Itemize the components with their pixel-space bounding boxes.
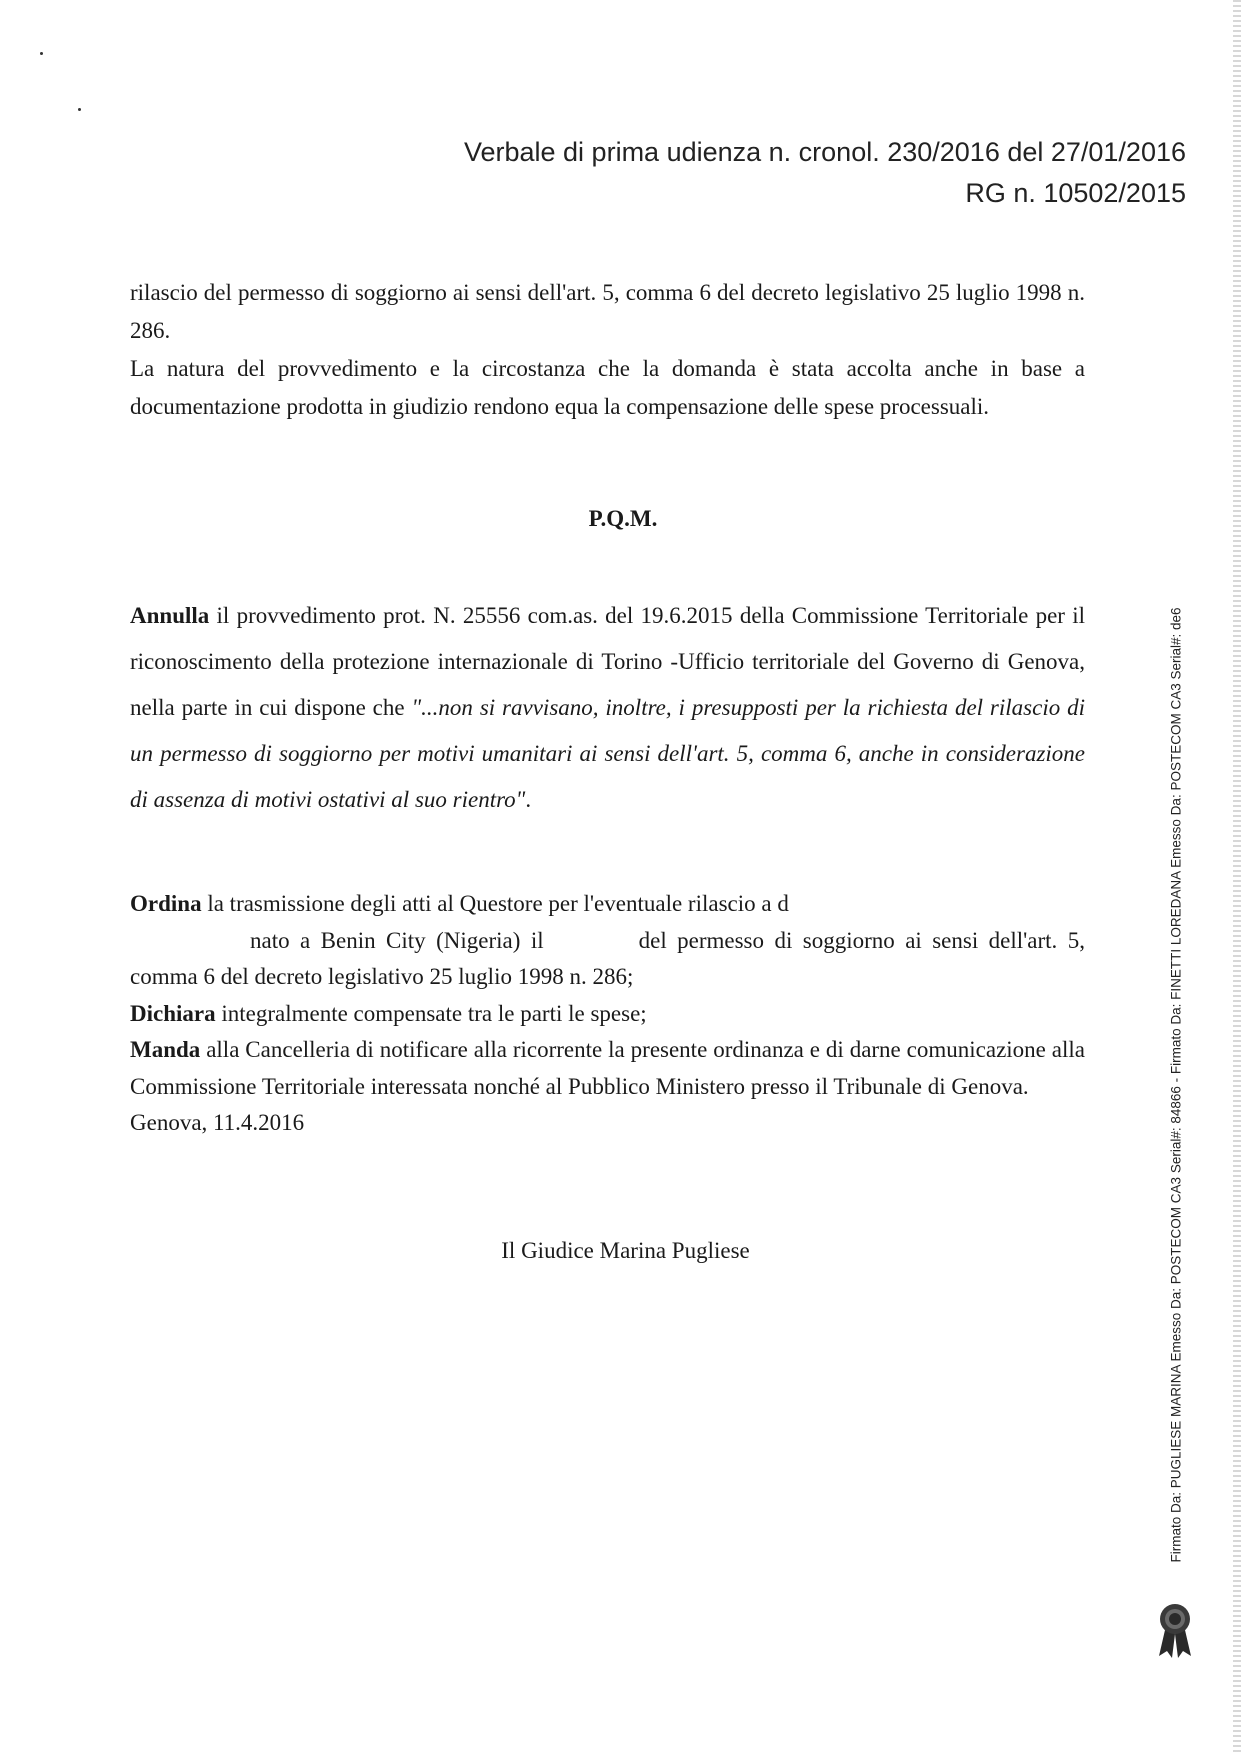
scan-edge-strip <box>1233 0 1241 1754</box>
ordina-text-3: del permesso di soggiorno ai sensi dell'art. 5, comma 6 del decreto legislativo 25 luglio 1998 n. 286; <box>130 927 1085 989</box>
dichiara-keyword: Dichiara <box>130 1000 216 1026</box>
judge-signature: Il Giudice Marina Pugliese <box>501 1238 750 1263</box>
manda-paragraph <box>130 1032 1085 1105</box>
place-date: Genova, 11.4.2016 <box>130 1110 305 1135</box>
ordina-keyword: Ordina <box>130 891 202 916</box>
annulla-paragraph <box>130 593 1085 823</box>
ordina-paragraph <box>130 886 1085 996</box>
manda-text: alla Cancelleria di notificare alla ricorrente la presente ordinanza e di darne comunicazione alla Commissione Territoriale interessata nonché al Pubblico Ministero presso il Tribunale di Genova. <box>130 1037 1085 1099</box>
document-header <box>464 132 1186 214</box>
pqm-heading: P.Q.M. <box>588 506 658 531</box>
opening-paragraph <box>130 274 1085 426</box>
ribbon-seal-icon <box>1153 1602 1197 1660</box>
dichiara-paragraph <box>130 996 1085 1033</box>
dispositivo-block <box>130 886 1085 1142</box>
header-rg-line: RG n. 10502/2015 <box>965 178 1186 208</box>
ordina-text-1: la trasmissione degli atti al Questore per l'eventuale rilascio a d <box>201 891 789 916</box>
annulla-end: . <box>525 787 532 812</box>
annulla-quote: "...non si ravvisano, inoltre, i presupposti per la richiesta del rilascio di un permesso di soggiorno per motivi umanitari ai sensi dell'art. 5, comma 6, anche in considerazione di assenza di motivi ostativi al suo rientro" <box>130 695 1086 812</box>
manda-keyword: Manda <box>130 1037 201 1062</box>
ordina-text-2: nato a Benin City (Nigeria) il <box>250 927 544 953</box>
dichiara-text: integralmente compensate tra le parti le spese; <box>215 1000 647 1026</box>
header-verbale-line: Verbale di prima udienza n. cronol. 230/2016 del 27/01/2016 <box>463 137 1186 167</box>
opening-paragraph-line1: rilascio del permesso di soggiorno ai sensi dell'art. 5, comma 6 del decreto legislativo 25 luglio 1998 n. 286. <box>130 280 1085 343</box>
annulla-text: il provvedimento prot. N. 25556 com.as. del 19.6.2015 della Commissione Territoriale per il riconoscimento della protezione internazionale di Torino -Ufficio territoriale del Governo di Genova, nella parte in cui dispone che <box>130 603 1085 720</box>
annulla-keyword: Annulla <box>130 603 210 628</box>
scan-speck <box>40 52 43 55</box>
opening-paragraph-line2: La natura del provvedimento e la circostanza che la domanda è stata accolta anche in base a documentazione prodotta in giudizio rendono equa la compensazione delle spese processuali. <box>130 356 1085 419</box>
scan-speck <box>78 108 81 111</box>
digital-signature-stamp <box>1165 600 1187 1570</box>
digital-signature-text: Firmato Da: PUGLIESE MARINA Emesso Da: POSTECOM CA3 Serial#: 84866 - Firmato Da: FINETTI LOREDANA Emesso Da: POSTECOM CA3 Serial#: de6 <box>1168 607 1184 1563</box>
